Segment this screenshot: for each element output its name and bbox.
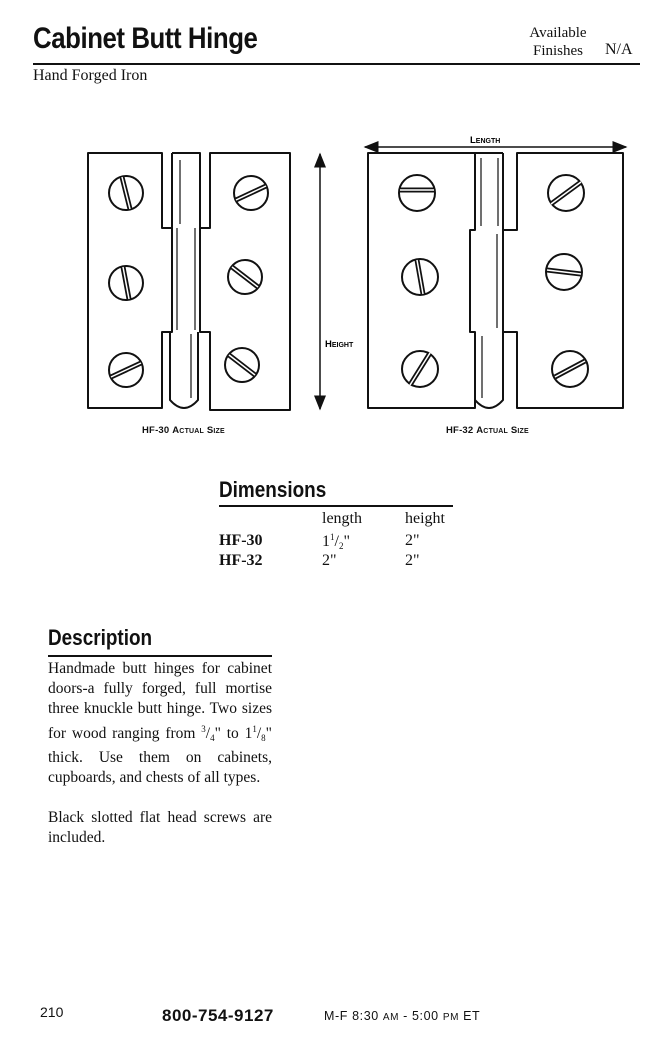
- business-hours: M-F 8:30 AM - 5:00 PM ET: [324, 1009, 481, 1023]
- description-rule: [48, 655, 272, 657]
- page-subtitle: Hand Forged Iron: [33, 67, 148, 84]
- hf30-hinge-drawing: [88, 153, 290, 410]
- dimensions-row-length: 2": [322, 552, 337, 569]
- hf32-bottom-knuckle: [475, 332, 503, 408]
- dimensions-row-height: 2": [405, 532, 420, 549]
- page-title: Cabinet Butt Hinge: [33, 22, 258, 55]
- length-label: Length: [470, 135, 501, 146]
- finishes-label-line1: Available: [529, 25, 587, 41]
- description-body: [48, 659, 272, 848]
- hf32-caption-model: HF-32: [446, 425, 474, 436]
- dimensions-heading: Dimensions: [219, 477, 327, 502]
- page-number: 210: [40, 1004, 64, 1020]
- description-paragraph-1: Handmade butt hinges for cabinet doors-a fully forged, full mortise three knuckle butt hinge. Two sizes for wood ranging from $^3$/4" to $1^1/8$" thick. Use them on cabinets, cupboards, and chests of all types.: [48, 660, 272, 786]
- dimensions-col-length: length: [322, 510, 362, 527]
- hf30-screws: [109, 176, 268, 387]
- dimensions-row-height: 2": [405, 552, 420, 569]
- hf30-top-knuckle: [172, 153, 200, 228]
- description-paragraph-2: Black slotted flat head screws are included.: [48, 809, 272, 846]
- hf30-right-leaf: [200, 153, 290, 410]
- hf32-caption-text: Actual Size: [476, 425, 529, 436]
- dimensions-row-length: $1^1/2$": [322, 532, 350, 551]
- dimensions-col-height: height: [405, 510, 445, 527]
- height-label: Height: [325, 339, 354, 350]
- hf30-bottom-knuckle: [170, 332, 198, 408]
- dimensions-row-model: HF-30: [219, 532, 263, 549]
- hf32-caption: [446, 425, 529, 436]
- hf30-caption: [142, 425, 225, 436]
- phone-number: 800-754-9127: [162, 1006, 274, 1025]
- hf30-caption-text: Actual Size: [172, 425, 225, 436]
- hf32-right-leaf: [503, 153, 623, 408]
- available-finishes-value: N/A: [605, 41, 633, 58]
- hf32-screws: [399, 175, 588, 387]
- dimensions-rule: [219, 505, 453, 507]
- dimensions-row-model: HF-32: [219, 552, 263, 569]
- finishes-label-line2: Finishes: [532, 43, 583, 59]
- hf32-top-knuckle: [475, 153, 503, 230]
- hinge-diagrams: [0, 0, 672, 460]
- description-heading: Description: [48, 625, 153, 650]
- hf32-hinge-drawing: [368, 153, 623, 408]
- hf30-caption-model: HF-30: [142, 425, 170, 436]
